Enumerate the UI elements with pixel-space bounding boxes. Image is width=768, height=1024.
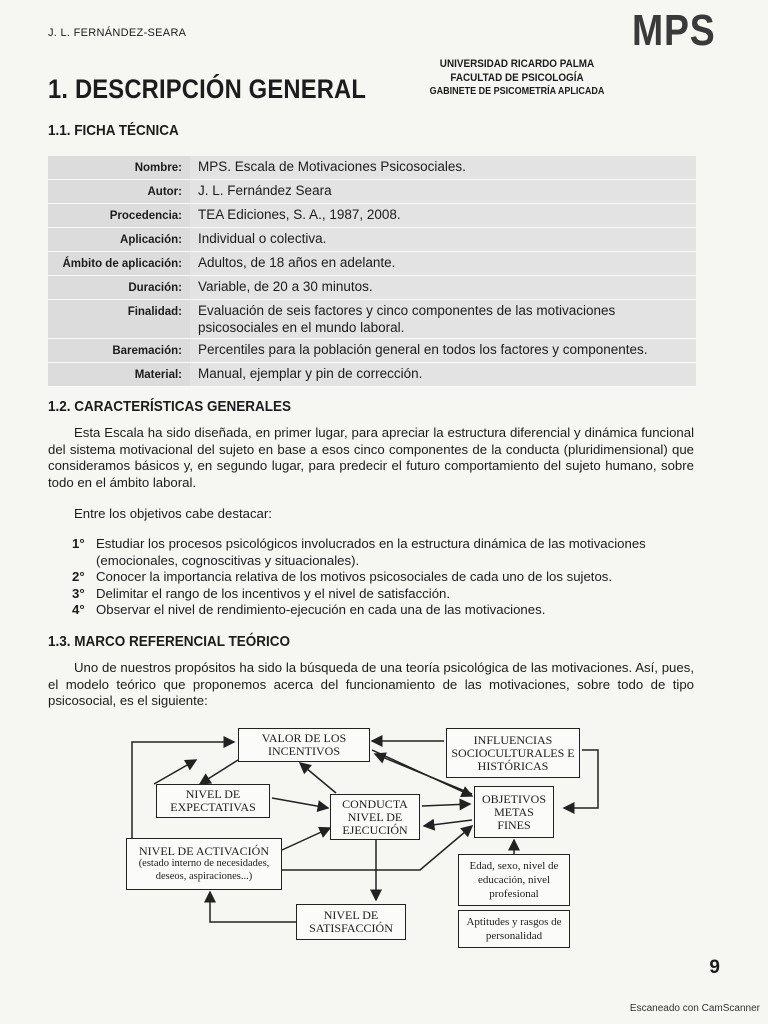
list-item-number: 4° [72, 602, 85, 617]
list-item-text: Conocer la importancia relativa de los motivos psicosociales de cada uno de los sujetos. [96, 569, 613, 584]
list-item-number: 1° [72, 536, 85, 551]
ficha-label: Aplicación: [48, 228, 190, 252]
activacion-subtitle: (estado interno de necesidades, deseos, aspiraciones...) [138, 858, 270, 882]
ficha-value: Variable, de 20 a 30 minutos. [190, 276, 696, 300]
box-valor-incentivos: VALOR DE LOS INCENTIVOS [238, 728, 370, 762]
arrow-expectativas-conducta [272, 798, 328, 808]
institution-line-3: GABINETE DE PSICOMETRÍA APLICADA [429, 86, 605, 97]
list-item-text: Observar el nivel de rendimiento-ejecución en cada una de las motivaciones. [96, 602, 546, 617]
box-activacion [126, 838, 282, 890]
objetivos-intro: Entre los objetivos cabe destacar: [74, 506, 272, 521]
ficha-label: Finalidad: [48, 300, 190, 339]
institution-line-1: UNIVERSIDAD RICARDO PALMA [439, 58, 595, 70]
ficha-value: Evaluación de seis factores y cinco componentes de las motivaciones psicosociales en el mundo laboral. [190, 300, 696, 339]
ficha-value: Percentiles para la población general en todos los factores y componentes. [190, 339, 696, 363]
ficha-label: Baremación: [48, 339, 190, 363]
ficha-label: Procedencia: [48, 204, 190, 228]
box-objetivos: OBJETIVOS METAS FINES [474, 786, 554, 838]
activacion-title: NIVEL DE ACTIVACIÓN [139, 844, 269, 858]
box-influencias: INFLUENCIAS SOCIOCULTURALES E HISTÓRICAS [446, 728, 580, 778]
box-edad: Edad, sexo, nivel de educación, nivel profesional [458, 854, 570, 906]
ficha-value: MPS. Escala de Motivaciones Psicosociales. [190, 156, 696, 180]
caracteristicas-paragraph: Esta Escala ha sido diseñada, en primer lugar, para apreciar la estructura diferencial y dinámica funcional del sistema motivacional del sujeto en base a esos cinco componentes de la conducta (pluridimensional) que consideramos básicos y, en segundo lugar, para predecir el futuro comportamiento del sujeto humano, sobre todo en el ámbito laboral. [48, 425, 694, 490]
ficha-value: Manual, ejemplar y pin de corrección. [190, 363, 696, 387]
running-head: J. L. FERNÁNDEZ-SEARA [48, 27, 187, 39]
mps-logo: MPS [632, 6, 716, 55]
list-item-text: Estudiar los procesos psicológicos involucrados en la estructura dinámica de las motivaciones (emocionales, cognoscitivas y situacionales). [96, 536, 646, 568]
scanner-watermark: Escaneado con CamScanner [629, 1003, 760, 1014]
marco-title: 1.3. MARCO REFERENCIAL TEÓRICO [48, 633, 291, 650]
arrow-valor-expectativas [200, 760, 238, 784]
arrow-objetivos-conducta [424, 820, 472, 826]
institution-line-2: FACULTAD DE PSICOLOGÍA [450, 71, 584, 84]
ficha-label: Nombre: [48, 156, 190, 180]
box-aptitudes: Aptitudes y rasgos de personalidad [458, 910, 570, 948]
list-item-text: Delimitar el rango de los incentivos y el nivel de satisfacción. [96, 585, 451, 601]
list-item-number: 3° [72, 585, 85, 601]
box-expectativas: NIVEL DE EXPECTATIVAS [156, 784, 270, 818]
ficha-label: Duración: [48, 276, 190, 300]
ficha-value: J. L. Fernández Seara [190, 180, 696, 204]
caracteristicas-title: 1.2. CARACTERÍSTICAS GENERALES [48, 398, 292, 415]
box-satisfaccion: NIVEL DE SATISFACCIÓN [296, 904, 406, 940]
ficha-label: Material: [48, 363, 190, 387]
section-title: 1. DESCRIPCIÓN GENERAL [48, 74, 367, 104]
box-conducta: CONDUCTA NIVEL DE EJECUCIÓN [330, 794, 420, 840]
ficha-value: Individual o colectiva. [190, 228, 696, 252]
ficha-label: Ámbito de aplicación: [48, 252, 190, 276]
page-number: 9 [709, 957, 720, 978]
ficha-value: TEA Ediciones, S. A., 1987, 2008. [190, 204, 696, 228]
arrow-expectativas-valor [154, 760, 196, 784]
ficha-value: Adultos, de 18 años en adelante. [190, 252, 696, 276]
arrow-conducta-objetivos [422, 804, 470, 806]
arrow-satisfaccion-activacion [210, 892, 296, 922]
ficha-label: Autor: [48, 180, 190, 204]
marco-paragraph: Uno de nuestros propósitos ha sido la búsqueda de una teoría psicológica de las motivaciones. Así, pues, el modelo teórico que proponemos acerca del funcionamiento de las motivaciones, sobre todo de tipo psicosocial, es el siguiente: [48, 660, 694, 708]
arrow-conducta-valor [300, 763, 336, 793]
list-item-number: 2° [72, 569, 85, 584]
arrow-activacion-conducta [282, 828, 330, 850]
ficha-title: 1.1. FICHA TÉCNICA [48, 122, 179, 139]
